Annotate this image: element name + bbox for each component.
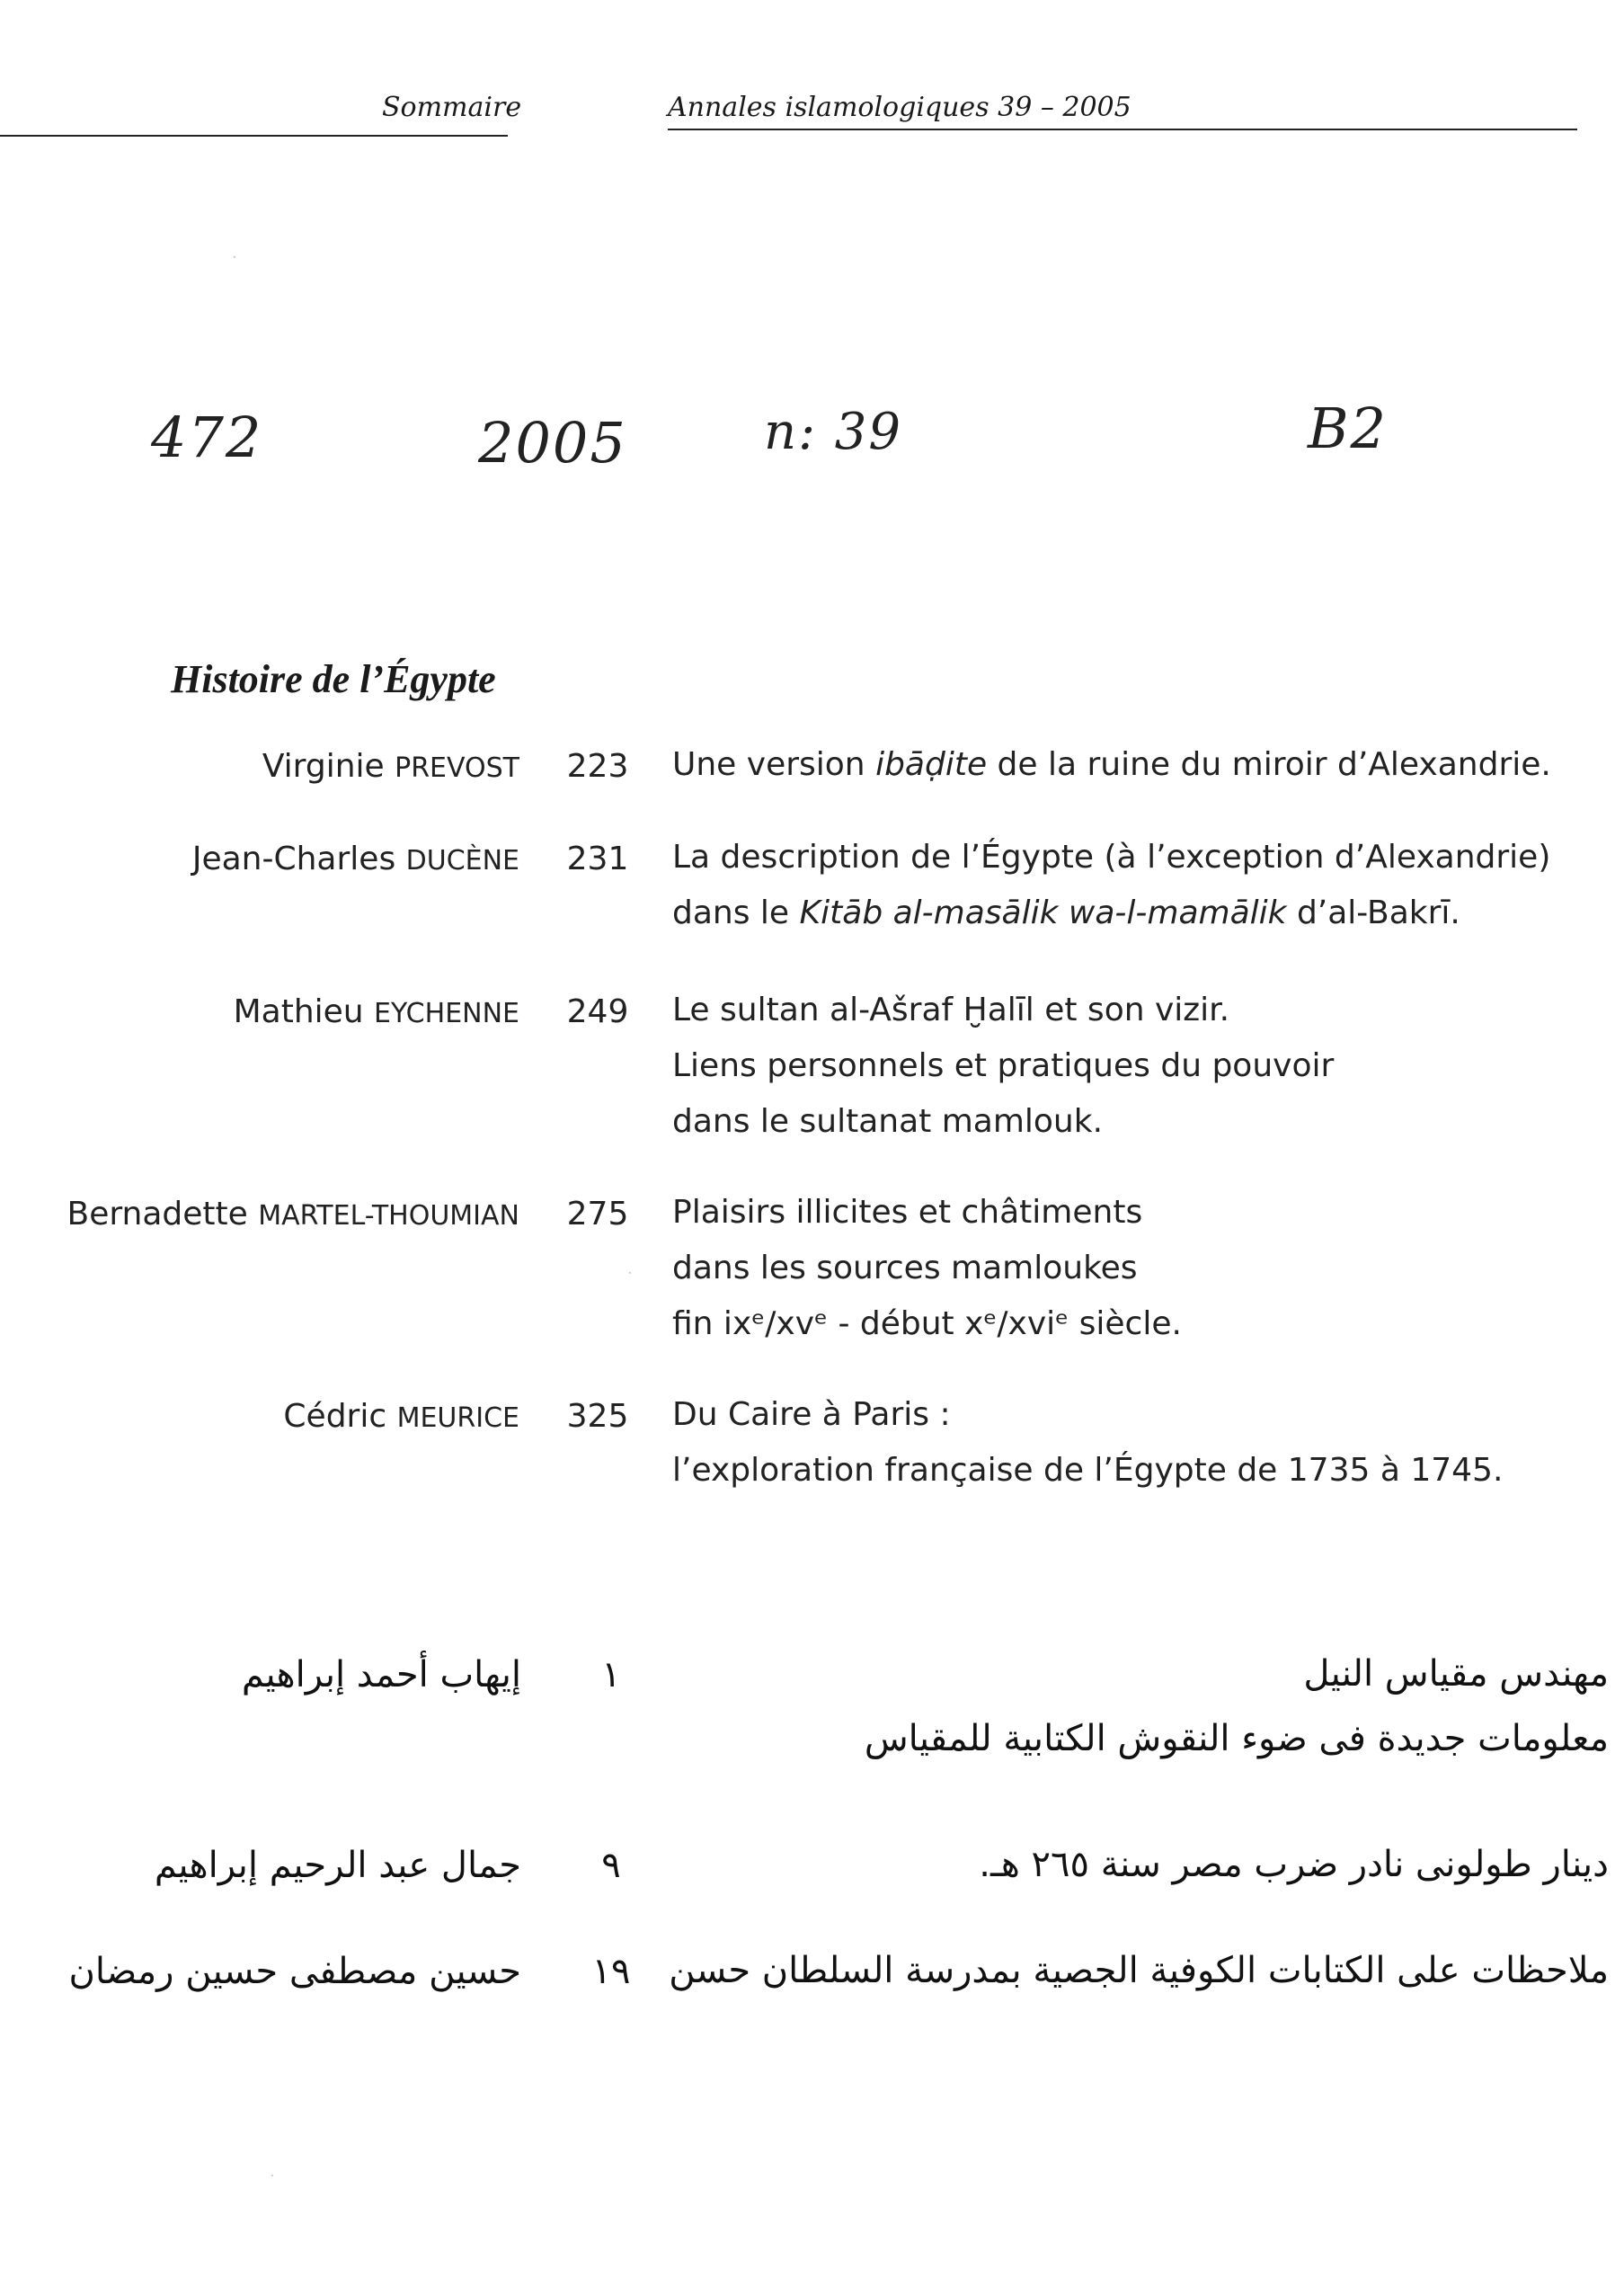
section-title: Histoire de l’Égypte xyxy=(171,657,496,701)
arabic-toc-title-line: دينار طولونى نادر ضرب مصر سنة ٢٦٥ هـ. xyxy=(979,1844,1609,1885)
toc-title xyxy=(672,1185,1182,1352)
arabic-toc-author: إيهاب أحمد إبراهيم xyxy=(241,1654,521,1695)
toc-title-line: l’exploration française de l’Égypte de 1735 à 1745. xyxy=(672,1452,1504,1489)
toc-title-italic: Kitāb al-masālik wa-l-mamālik xyxy=(799,894,1287,931)
toc-title xyxy=(672,830,1550,941)
arabic-toc-title xyxy=(669,1938,1609,2003)
toc-title-line: dans les sources mamloukes xyxy=(672,1250,1138,1286)
arabic-toc-page-number: ٩ xyxy=(601,1845,621,1886)
toc-author xyxy=(234,993,519,1030)
arabic-toc-author: جمال عبد الرحيم إبراهيم xyxy=(154,1845,521,1886)
arabic-toc-title-line: معلومات جديدة فى ضوء النقوش الكتابية للمقياس xyxy=(864,1718,1609,1759)
handwritten-year: 2005 xyxy=(478,410,627,476)
author-last-name: PREVOST xyxy=(395,752,519,784)
toc-page-number: 231 xyxy=(566,841,629,877)
toc-page-number: 249 xyxy=(566,993,629,1030)
arabic-toc-title xyxy=(979,1832,1609,1897)
arabic-toc-author: حسين مصطفى حسين رمضان xyxy=(68,1951,521,1992)
toc-title-line: dans le Kitāb al-masālik wa-l-mamālik d’al-Bakrī. xyxy=(672,894,1460,931)
toc-title-line: Du Caire à Paris : xyxy=(672,1396,951,1433)
arabic-toc-title-line: مهندس مقياس النيل xyxy=(1303,1653,1609,1695)
arabic-toc-title-line: ملاحظات على الكتابات الكوفية الجصية بمدرسة السلطان حسن xyxy=(669,1950,1609,1991)
author-first-name: Cédric xyxy=(283,1398,397,1435)
scan-speck: · xyxy=(270,2167,275,2185)
author-last-name: DUCÈNE xyxy=(405,845,519,877)
toc-page-number: 223 xyxy=(566,748,629,785)
toc-title-italic: ibāḍite xyxy=(875,746,988,783)
toc-page-number: 325 xyxy=(566,1398,629,1435)
arabic-toc-page-number: ١٩ xyxy=(591,1951,631,1992)
header-rule-left xyxy=(0,135,508,137)
toc-title xyxy=(672,1387,1503,1499)
toc-title xyxy=(672,983,1334,1150)
author-first-name: Jean-Charles xyxy=(191,841,406,877)
toc-author xyxy=(192,841,519,877)
arabic-toc-page-number: ١ xyxy=(601,1654,621,1695)
scan-speck: · xyxy=(232,248,237,267)
handwritten-issue: n: 39 xyxy=(764,403,902,461)
toc-title-line: Plaisirs illicites et châtiments xyxy=(672,1194,1143,1231)
running-header-right: Annales islamologiques 39 – 2005 xyxy=(668,92,1131,123)
author-first-name: Mathieu xyxy=(233,993,375,1030)
arabic-toc-title xyxy=(865,1642,1609,1771)
toc-title xyxy=(672,737,1551,793)
toc-title-line: dans le sultanat mamlouk. xyxy=(672,1103,1104,1140)
toc-title-line: Liens personnels et pratiques du pouvoir xyxy=(672,1047,1335,1084)
running-header-left: Sommaire xyxy=(382,92,522,123)
toc-title-line: Le sultan al-Ašraf Ḫalīl et son vizir. xyxy=(672,992,1230,1028)
toc-title-line: fin ixᵉ/xvᵉ - début xᵉ/xviᵉ siècle. xyxy=(672,1305,1182,1342)
author-first-name: Virginie xyxy=(262,748,395,785)
toc-page-number: 275 xyxy=(566,1196,629,1233)
author-first-name: Bernadette xyxy=(67,1196,259,1233)
header-rule-right xyxy=(668,129,1577,130)
author-last-name: EYCHENNE xyxy=(374,998,519,1029)
toc-author xyxy=(283,1398,519,1435)
toc-author xyxy=(262,748,519,785)
toc-title-line: La description de l’Égypte (à l’exception d’Alexandrie) xyxy=(672,839,1551,876)
toc-author xyxy=(67,1196,519,1233)
toc-title-line: Une version ibāḍite de la ruine du miroir d’Alexandrie. xyxy=(672,746,1551,783)
scan-speck: · xyxy=(627,1264,633,1283)
author-last-name: MEURICE xyxy=(396,1402,519,1434)
author-last-name: MARTEL-THOUMIAN xyxy=(258,1200,519,1232)
handwritten-call-number: 472 xyxy=(151,405,263,470)
handwritten-location: B2 xyxy=(1308,396,1389,461)
